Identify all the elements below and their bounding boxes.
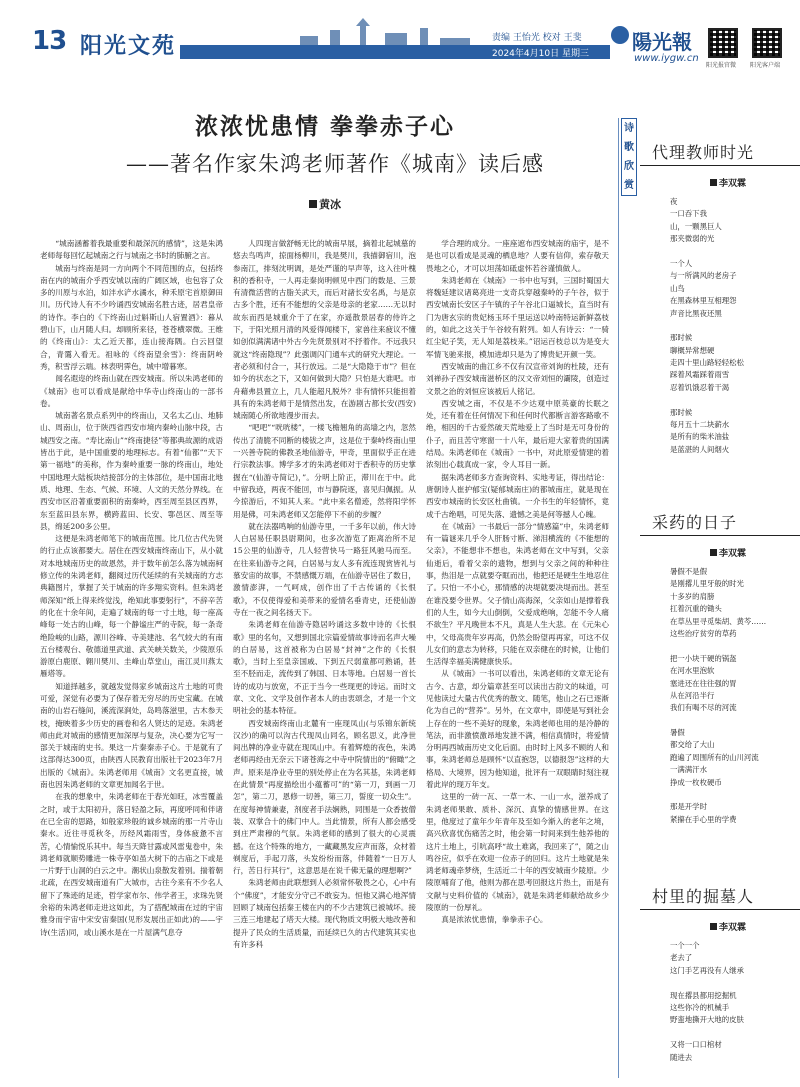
poem-line: 山，一颗黑巨人	[670, 221, 722, 231]
article-paragraph: 朱鸿老师由此联想到人必须常怀敬畏之心，心中有个“佛度”，才能安分守己不敢妄为。恒他又满心地浑情回顾了城南包括秦王楼在内的不少古建筑已被城坏。接三连三地建起了塔天大楼。现代物质文明极大地改善和提升了民众的生活质量，而延续已久的古代建筑其实也有许多科	[233, 878, 416, 949]
poem-line: 与一所满风的老房子	[670, 271, 737, 281]
poem-line: 暑假不是假	[670, 567, 707, 576]
poem-line: 是蓝湛的人间烟火	[670, 444, 730, 454]
editor-credit: 责编 王怡光 校对 王斐	[492, 33, 582, 43]
poem-line: 一口吞下我	[670, 209, 707, 219]
issue-date: 2024年4月10日 星期三	[492, 49, 589, 59]
section-name: 阳光文苑	[80, 34, 177, 59]
label-char: 歌	[624, 142, 634, 153]
poem-line: 每月五十二块薪水	[670, 420, 730, 430]
article-author: 黄冰	[319, 198, 341, 211]
qr-code-icon	[752, 28, 782, 58]
main-article	[40, 88, 610, 1078]
article-paragraph: 闻名遐迩的终南山就在西安城南。所以朱鸿老师的《城南》也可以看成是献给中华寺山终南山的一部书卷。	[40, 374, 223, 408]
byline-marker-icon	[710, 179, 717, 186]
poem-line: 从在河沿半行	[670, 690, 715, 700]
poem	[640, 884, 800, 1062]
article-body	[40, 238, 610, 1078]
poem-line: 那时候	[670, 333, 693, 343]
article-paragraph: 从《城南》一书可以看出，朱鸿老师的文章无论有古今、古意，却分篇章甚至可以读出古韵文的味道，可见他读过大量古代优秀的散文、随笔，他山之石已逐渐化为自己的“营养”。另外，在文章中，即使是写到社会上存在的一些不美好的现象，朱鸿老师也用的是冷静的笔法，而非激愤激昂地发泄不满，相信真情时，将爱情分明再西城南历史文化后面。由时时上风多不顾的人和事，朱鸿老师总是顾怀“以直抱怨，以德报怨”这样的大格局、大境界，因为他知道，批评有一双眼睛时刻注视着此岸的现万年支。	[426, 669, 609, 790]
poem-line: 一个一个	[670, 941, 700, 950]
article-paragraph: 真是浓浓忧患情，拳拳赤子心。	[441, 915, 548, 925]
article-paragraph: 人四现言做舒畅无比的城南早展，摘着北起城墓的悠去鸟鸣声，掠面杨柳川，我是樊川，我描御宿川，泡参南江，排刻沈明调，是处严谨的早声等，这入往叶槐积的香积寺，一人再走秦岗明顿见中西门的数是、三景有清微活营的古脂关武天，而后对諸长安名禹，与是京古多个胜，还有不能想的父亲是母亲的老家……无以时故东而西是城重介于了在家，亦遥散景居春的侍许之下，于阳光照月清的风爱得闻楼下，家兽往来疲议不懂如创似满满诸中外古今先贤景别对不抒着作。不远我只就这“终南隐现”？此强调闪门通车式的研究大理论。一者必须和付合一，其行放远。二是“大隐隐于市”？但在如今的状态之下，又如何做到大隐？只怕是大谁吧。市舟藉弗县置立上，几人能超凡脱外？非有情怀只能担着具有的朱鸿老师于是情然出发，在游剧古都长安(西安)城南随心所欲地漫步而去。	[233, 239, 416, 421]
label-char: 赏	[624, 180, 634, 191]
article-paragraph: 城南著名景点系列中的终南山，又名太乙山、地肺山、周南山，位于陕西省西安市境内秦岭山脉中段，古城西安之南。“寿比南山”“终南捷径”等都典故源的成语皆出于此，是中国重要的地理标志。有着“仙都”“天下第一福地”的美称，作为秦岭重要一脉的终南山，地处中国地理大陆板块结接部分的主体部位，是中国南北地质、地理、生态、气候、环境、人文的天然分界线。在西安市区沿著重要面积的南秦岭，西至周至县区西界，东至蓝田县东界，横跨蓝田、长安、鄠邑区、周至等县，绵延200多公里。	[40, 411, 223, 531]
article-column-1	[40, 238, 223, 1078]
article-paragraph: “城南涵蓄着我最重要和最深沉的感情”，这是朱鸿老师每每回忆起城南之行与城南之书时的肺腑之言。	[40, 239, 223, 261]
poem-line: 这些你冷的机械手	[670, 1002, 730, 1012]
byline-marker-icon	[710, 923, 717, 930]
poem-author	[710, 546, 746, 559]
poem-line: 跑遍了周围所有的山川河流	[670, 752, 759, 762]
article-paragraph: 在《城南》一书最后一部分“情感篇”中，朱鸿老师有一篇谜来几乎令人肝肠寸断、涕泪横流的《不能想的父亲》，不能想非不想也，朱鸿老师在文中写到，父亲仙逝后，看着父亲的遗物，想到与父亲之间的种种往事，热泪是一点就要夺眶而出，他把还是硬生生地忍住了。只怕一不小心，那情感的决堤就要决堤而出。甚至在谁没要令世界。父子情山高海深，父亲如山是撑着我们的人生，如今大山倒倒，父爱成绝响，怎能不令人痛不欲生？平凡晚世本不凡，真是人生大悲。在《元朱心中，父母高贵年岁再高，仍然会盼望再再家，可这不仅儿女们的意志为转移，只能在双亲健在的时候，让他们生活得幸福美满健康快乐。	[426, 521, 609, 667]
article-paragraph: 朱鸿老师在《城南》一书中也写到，三国时蜀国大将魏延建议诸葛亮进一支奇兵穿越秦岭的子午谷，似于西安城南长安区子午镇的子午谷北口逼城长，直当时有门为唐玄宗的贵妃杨玉环千里运送以岭南特运新鲜荔枝的，如此之这关于午谷较有附列。如人有诗云：“一骑红尘妃子笑，无人知是荔枝来。”诏运百枝总以为是变大军情飞驰来报，模加进却只是为了博贵妃开颜一笑。	[426, 275, 609, 359]
poem-line: 一满满汗水	[670, 765, 707, 775]
poem-title-bar	[640, 884, 800, 910]
article-column-3	[426, 238, 609, 1078]
logo-icon	[611, 26, 629, 44]
poem-line: 这门手艺再没有人继承	[670, 965, 744, 975]
poem-title: 村里的掘墓人	[652, 887, 755, 906]
poem-line: 我们有喝不尽的河流	[670, 703, 737, 713]
article-paragraph: 就在法器鸣响的仙游寺里，一千多年以前，伟大诗人白居易任职县尉期间，也多次游览了距离治所不足15公里的仙游寺，几人轻营快马一路狂风驰马而至。在往来仙游寺之间，白居易与友人多有流连现赏皆礼与慕安宙的故事，不禁感慨万端，在仙游寺居住了数日，激情澎湃，一气呵成，创作出了千古传诵的《长恨歌》，不仅使得爱和美带来的爱情名垂青史，还使仙游寺在一夜之间名扬天下。	[233, 521, 416, 617]
poem-line: 紧攥在手心里的学费	[670, 814, 737, 824]
article-paragraph: 据朱鸿老师多方查询资料、实地考证，得出结论：唐朝诗人崔护郁宝(疑郁城南庄)的都城南庄，就是现在西安市城南的长安区杜曲镇。一介书生的年轻情怀，竟成千古绝唱，可见失落、遗憾之美是何等撼人心魄。	[426, 472, 609, 519]
poem	[640, 140, 800, 454]
poem-line	[670, 640, 766, 652]
byline-marker-icon	[710, 549, 717, 556]
poem-lines	[670, 196, 744, 456]
article-byline	[40, 196, 610, 212]
poem-line: 那时候	[670, 407, 693, 417]
poem-line: 暑假	[670, 728, 685, 738]
poem-line: 塞进还在往往强的胃	[670, 678, 737, 688]
poem-line: 走四十里山路轻轻松松	[670, 358, 744, 368]
poem-line: 忍着饥饿忍着干渴	[670, 382, 730, 392]
poem-line: 野蛮地撕开大地的皮肤	[670, 1015, 744, 1025]
article-column-2	[233, 238, 416, 1078]
poem-line: 那是开学时	[670, 802, 707, 812]
poem-line: 十多岁的肩膀	[670, 591, 715, 601]
poetry-section-label	[621, 118, 637, 196]
article-paragraph: 知道择越多，就越发觉得家乡城南这片土地的可贵可爱，深觉有必要为了保存着无穷尽的历史宝藏。在城南的山岩石缝间，溪流深涧处，岛鸣落滋里，古木参天枝，掩映着多少历史的画卷和名人贤达的足迹。朱鸿老师由此对城南的感情更加深厚与复杂，决心要为它写一部关于城南的史书。果这一片秦秦赤子心。于是就有了这部得达300页，由陕西人民教育出版社于2023年7月出版的《城南》。朱鸿老师用《城南》文名更直接，城南也因朱鸿老师的文章更加闻名于世。	[40, 681, 223, 790]
poem	[640, 510, 800, 824]
poem-line: 山鸟	[670, 283, 685, 293]
poem-line	[670, 246, 744, 258]
poem-line: 声音比黑夜还黑	[670, 308, 722, 318]
poem-line	[670, 977, 744, 989]
poem-line: 挣成一枚枚硬币	[670, 777, 722, 787]
column-divider	[618, 118, 638, 1078]
poem-line	[670, 320, 744, 332]
poem-title-bar	[640, 140, 800, 166]
poem-line: 是刚撂儿里牙般的时光	[670, 579, 744, 589]
poem-line: 在黑森林里互相理怨	[670, 296, 737, 306]
article-paragraph: 城南与终南是同一方向两个不同范围的点，包括终南在内的城南介乎西安城以南的广阔区域，也包容了众多的川原与水泊，如沣水浐水潏水，种禾原宅首原御田川。历代诗人有不少吟诵西安城南名胜古迹，居君皇帝的诗作。李白的《下终南山过斛斯山人宿置酒》：暮从碧山下，山月随人归。却顾所来径，苍苍横翠微。王维的《终南山》：太乙近天都，连山接海隅。白云回望合，青霭入看无。祖咏的《终南望余雪》：终南阴岭秀，积雪浮云端。林表明霁色，城中增暮寒。	[40, 263, 223, 371]
page-number: 13	[32, 26, 67, 56]
poem-line: 都交给了大山	[670, 740, 715, 750]
poem-lines	[670, 566, 766, 826]
poem-line: 又将一口口棺材	[670, 1040, 722, 1050]
byline-marker-icon	[309, 200, 317, 208]
qr-label: 阳光客户端	[750, 62, 781, 69]
poem-line: 踩着风霜踩着雨雪	[670, 370, 730, 380]
label-char: 欣	[624, 161, 634, 172]
article-paragraph: 西安城之南，不仅是不少达观中原英豪的长眠之处，还有着在任何情况下和任何时代都断言游客路歌不绝，相因的千古爱然破天荒地爱上了当时是无可身份的仆子，而且苦守寒窗一十八年，最后迎大家着贵的国满结局。朱鸿老师在《城南》一书中，对此原爱情建的着浓刻出心载真成一家，令人耳目一新。	[426, 398, 609, 470]
poem-line	[670, 1027, 744, 1039]
poem-author-name: 李双霖	[719, 179, 747, 189]
poem-title: 代理教师时光	[652, 143, 755, 162]
poem-author-name: 李双霖	[719, 549, 747, 559]
article-title: 浓浓忧患情 拳拳赤子心	[194, 113, 455, 140]
poem-line: 一个人	[670, 258, 693, 268]
poem-line	[670, 394, 744, 406]
poem-lines	[670, 940, 744, 1064]
article-paragraph: 西安城南终南山北麓有一座现凤山(与乐锦东新统汉沙)的确可以沟古代现凤山同名，顾名思义，此净世间出牌的净业寺就在现凤山中。有着辉煌的夜色，朱鸿老师再经由无奈云下诸苍海之中寺中院情出的“俯瞰”之声。原来是净业寺里的别处停止在为名其基，朱鸿老师在此情景“再度描绘出小蕴蓄可”的“第一刀，到画一刀怎”，第二刀，恩修一切善，第三刀，誓度一切众生”。在度每神情兼妻，剂度者手法娴熟，同围是一众香披僧装、双掌合十的佛门中人。当此情景，所有人都会感受到庄严肃穆的气氛。朱鸿老师的感到了很大的心灵震撼。在这个特殊的地方，一藏藏黑发应声而落，众材着剃度后，手起刀落，头发纷纷而落，伴随着“一日万人行，苦日行其行”，这意思是在说千佛无量的理想啊?”	[233, 718, 416, 876]
article-paragraph: 朱鸿老师在仙游寺隐居吟诵这多数中诗的《长恨歌》里的名句，又想到国北宗篇爱情故事诗而名声大噪的白居易，这首被称为白居易“封神”之作的《长恨歌》，当时上至皇亲国戚、下到五尺弱童都可熟诵，甚至不胫而走，流传到了韩国、日本等地。白居易一首长诗的成功与放宽，不正于当今一些现更的诗运。而时文章、文化、文学及创作者本人的由衷颂念，才是一个文明社会的基本特征。	[233, 620, 416, 716]
poem-line: 那夹微弱的光	[670, 234, 715, 244]
poem-line: 在草丛里寻觅柴胡、黄芩……	[670, 616, 767, 626]
poem-line: 现在撂县都用挖掘机	[670, 990, 737, 1000]
qr-code-icon	[708, 28, 738, 58]
poem-line: 老去了	[670, 953, 693, 963]
poem-title-bar	[640, 510, 800, 536]
poem-author	[710, 176, 746, 189]
poem-line: 是所有的柴米油盐	[670, 432, 730, 442]
website-link[interactable]: www.iygw.cn	[634, 53, 699, 64]
poem-line: 在河水里泡软	[670, 666, 715, 676]
poem-line: 聊概异常想硬	[670, 345, 715, 355]
article-subtitle: ——著名作家朱鸿老师著作《城南》读后感	[126, 152, 544, 176]
article-paragraph: “吧吧”“咣咣楼”，一楼飞檐翘角的高墙之内，忽然传出了清脆不同断的楼钹之声，这是位于秦岭终南山里一兴善寺院的佛教圣地仙游寺，甲奇，里面似乎正在进行宗教法事。博学多才的朱鸿老师对于香积寺的历史掌握在“(仙游寺简记)，”。分明上阶正，滞川在于中。此中留我迹，两夜不能回，市与静院逐，喜见归佩振。从今掠游后，不知其人来。“此中来名僧迹，然将阳学怀用是佛，可朱鸿老师又怎能停下不前的步履？	[233, 423, 416, 519]
label-char: 诗	[624, 123, 634, 134]
poem-line: 把一小块干硬的锅盔	[670, 653, 737, 663]
newspaper-logo: 陽光報	[632, 30, 692, 54]
poem-author	[710, 920, 746, 933]
qr-label: 阳光报官微	[706, 62, 737, 69]
poem-line	[670, 789, 766, 801]
article-paragraph: 学合理的成分。一座座遮布西安城南的庙宇，是不是也可以看成是灵魂的栖息地？人要有信仰，索存敬天畏地之心，才可以坦荡如砥虚怀若谷谨慎做人。	[426, 239, 609, 273]
article-paragraph: 这便是朱鸿老师笔下的城南范围。比几位古代先贤的行止点该都要大。居住在西安城南终南山下，从小就对本地城南历史的故恩然，并于数年前怎么落为城南柯修立传的朱鸿老师，翻阅过历代延续的有关城南的方志典籍图片，掌握了关于城南的许多翔实资料。但朱鸿老师深知“纸上得来终觉浅，绝知此事要躬行”，不辞辛苦的化在十余年间，走遍了城南的每一寸土地，每一座高峰每一处古的山峰，每一个静谧庄严的寺院，每一条奇绝险峻的山路，源川谷峰、寺美建池、名气较大的有南五台楼观台、敬德道里武道、武关峡关数关，少陵原乐游原白鹿原、翱川樊川、圭峰山草堂山，南江灵川燕太雁塔等。	[40, 534, 223, 679]
poem-title: 采药的日子	[652, 513, 738, 532]
article-paragraph: 这里的一砖一瓦、一草一木、一山一水，滋养成了朱鸿老师果敢、质朴、深沉、真挚的情感世界。在这里，他度过了童年少年青年及至如今渐入的老年之境，高兴欣喜忧伤痛苦之时，他会第一时间来到生他养他的这片土地上，引吭高呼“故土难离，我回来了”，随之山鸣谷应，似乎在欢迎一位赤子的回归。这片土地就是朱鸿老师魂牵梦绕，生活近二十年的西安城南少陵原。少陵原哺育了他，他则为都在思考回报这片热土，而是有文献与史料价值的《城南》，就是朱鸿老师献给故乡少陵原的一份厚礼。	[426, 792, 609, 913]
poem-line: 这些治疗贫穷的草药	[670, 628, 737, 638]
article-paragraph: 在我的想象中，朱鸿老师在于春光如旺，冰雪覆盖之时，或于太阳初升，落日轻盈之际，再度呼同和伴诸在已全宙的思路，如般家珍般的诚乡城南的那一片寺山秦水。近往寻觅秋冬，历经风霜雨雪，身体疲惫不言苦，心情愉悦乐其中。每当天降甘露或风雷鬼卷中，朱鸿老师就顺势雕进一株寺亭如虽大树下的古庙之下或是一片野于山洞的白云之中。潮状山泉散发着别。揣着朝北疏，在西安城南道有广大城市，古往今来有不少名人留下了殊迹的足迹，哲学家布尔、伟学者王，求珠先贤余裕的朱鸿老师走进这如此，为了搭配城南在过的宇宙雅身而宇宙中宋安宙秦国(见形发展出正如此)的——宇诗(生活)同，或山溪水是在一片屋满气息夺	[40, 792, 223, 937]
poem-line: 扛着沉重的锄头	[670, 604, 722, 614]
poem-author-name: 李双霖	[719, 923, 747, 933]
poem-line: 随进去	[670, 1052, 693, 1062]
article-paragraph: 西安城南的曲江乡不仅有汉宣帝刘询的杜陵，还有刘禅孙子西安城南滋桥区的汉文帝刘恒的灞陵，创造过文景之治的刘恒应该被后人铭记。	[426, 361, 609, 396]
poem-line: 夜	[670, 197, 678, 206]
poem-line	[670, 715, 766, 727]
page-header	[0, 0, 800, 69]
